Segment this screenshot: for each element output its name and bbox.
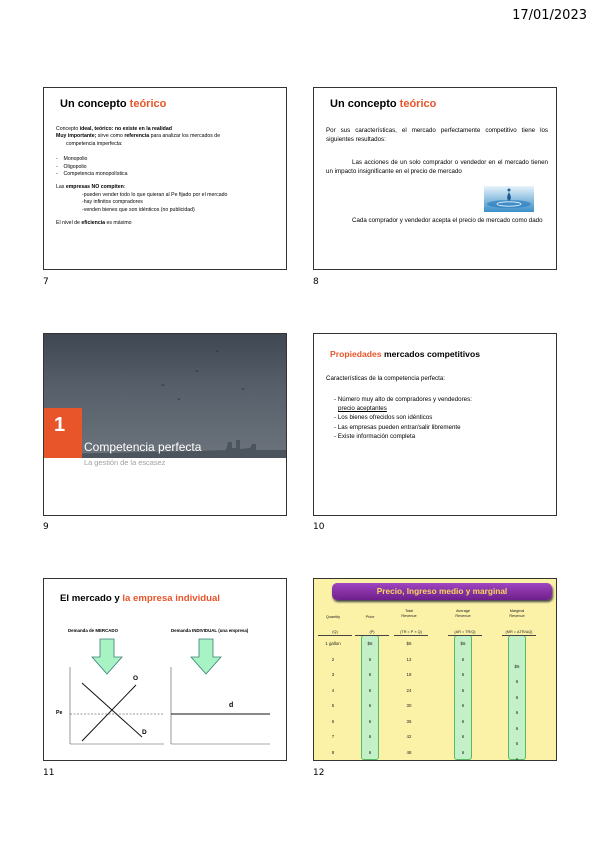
table-cell: 6 — [515, 725, 519, 731]
table-cell: 6 — [368, 734, 372, 739]
list-item: - Competencia monopolística — [56, 171, 128, 178]
list-item: -hay infinitos compradores — [82, 199, 143, 206]
table-cell: 6 — [515, 710, 519, 715]
table-cell: 42 — [406, 734, 412, 739]
slide-8-title: Un concepto teórico — [330, 98, 437, 110]
table-cell: 4 — [331, 687, 335, 693]
table-cell: 6 — [515, 756, 519, 761]
table-subheader: (MR = ΔTR/ΔQ) — [502, 630, 536, 636]
table-cell: 6 — [368, 718, 372, 724]
table-header: Price — [365, 615, 375, 619]
table-cell: 3 — [331, 672, 335, 677]
market-demand-label: Demanda de MERCADO — [68, 628, 119, 633]
price-column-highlight — [361, 635, 379, 760]
slide-number: 11 — [43, 768, 55, 778]
list-item: precio aceptantes — [338, 405, 387, 413]
individual-demand-curve-label: d — [229, 702, 234, 709]
table-cell: 6 — [331, 718, 335, 724]
table-cell: 6 — [368, 656, 372, 662]
list-item: - Oligopolio — [56, 163, 87, 170]
table-header: Marginal Revenue — [509, 609, 525, 618]
slide-8-para-2: Cada comprador y vendedor acepta el precio de mercado como dado — [352, 217, 543, 224]
table-cell: 6 — [461, 718, 465, 724]
table-cell: 6 — [368, 672, 372, 677]
table-cell: 36 — [406, 718, 412, 724]
bird-icon: ⌄ — [160, 381, 166, 388]
slide-number: 8 — [313, 277, 319, 287]
table-header: Total Revenue — [401, 609, 417, 618]
slide-number: 10 — [313, 522, 325, 532]
section-number: 1 — [54, 414, 66, 436]
slide-7-title-accent: teórico — [129, 98, 167, 110]
slide-10-intro: Características de la competencia perfecta: — [326, 375, 445, 382]
page-date: 17/01/2023 — [512, 8, 587, 23]
slide-7 — [43, 87, 287, 270]
average-revenue-column-highlight — [454, 635, 472, 760]
bird-icon: ⌄ — [194, 367, 200, 374]
table-subheader: (AR = TR/Q) — [448, 630, 482, 636]
table-cell: 30 — [406, 703, 412, 708]
slide-9 — [43, 333, 287, 516]
slide-12-title: Precio, Ingreso medio y marginal — [332, 583, 552, 600]
table-cell: 6 — [461, 703, 465, 708]
table-subheader: (Q) — [318, 630, 352, 636]
table-cell: 8 — [331, 749, 335, 755]
slide-10-title: Propiedades mercados competitivos — [330, 349, 480, 359]
slide-10-list — [334, 395, 544, 441]
slide-12 — [313, 578, 557, 761]
list-item: - Número muy alto de compradores y vendedores: — [334, 396, 472, 403]
table-cell: 48 — [406, 749, 412, 755]
table-cell: 6 — [461, 656, 465, 662]
table-cell: $6 — [367, 641, 373, 646]
slide-11-title: El mercado y la empresa individual — [60, 593, 220, 604]
slide-7-title: Un concepto teórico — [60, 98, 167, 110]
table-cell: 6 — [515, 694, 519, 700]
table-cell: 6 — [368, 703, 372, 708]
section-title: Competencia perfecta — [84, 440, 202, 454]
table-cell: 24 — [406, 687, 412, 693]
table-subheader: (P) — [355, 630, 389, 636]
table-cell: 6 — [461, 734, 465, 739]
table-cell: 12 — [406, 656, 412, 662]
demand-curve-label: D — [142, 729, 147, 736]
bird-icon: ⌄ — [214, 347, 220, 354]
table-subheader: (TR = P × Q) — [394, 630, 428, 636]
slide-number: 7 — [43, 277, 49, 287]
arrow-down-icon — [92, 639, 122, 674]
table-cell: 6 — [368, 749, 372, 755]
slide-number: 9 — [43, 522, 49, 532]
table-cell: 2 — [331, 656, 335, 662]
list-item: -venden bienes que son idénticos (no publicidad) — [82, 206, 195, 213]
table-cell: 5 — [331, 703, 335, 708]
slide-8-para-1: Las acciones de un solo comprador o vendedor en el mercado tienen un impacto insignificante en el precio de mercado — [326, 159, 548, 176]
slide-7-body: Concepto ideal, teórico: no existe en la realidad Muy importante; sirve como referencia para analizar los mercados de competencia imperfecta: - Monopolio - Oligopolio - Competencia monopolística Las empresas NO compiten: -pueden vender todo lo que quieran al Pe fijado por el mercado -hay infinitos compradores -venden bienes que son idénticos (no publicidad) El nivel de eficiencia es máximo — [56, 126, 282, 227]
table-cell: 18 — [406, 672, 412, 677]
arrow-down-icon — [191, 639, 221, 674]
slide-11 — [43, 578, 287, 761]
table-cell: 6 — [515, 741, 519, 746]
list-item: - Monopolio — [56, 156, 88, 163]
table-cell: $6 — [514, 663, 520, 669]
slide-number: 12 — [313, 768, 325, 778]
table-cell: 1 gallon — [325, 641, 341, 646]
table-cell: $6 — [406, 641, 412, 646]
table-cell: 6 — [368, 687, 372, 693]
individual-demand-label: Demanda INDIVIDUAL (una empresa) — [171, 628, 249, 633]
section-subtitle: La gestión de la escasez — [84, 458, 166, 467]
market-graph — [44, 637, 287, 761]
slide-8 — [313, 87, 557, 270]
table-cell: 6 — [461, 749, 465, 755]
table-cell: 7 — [331, 734, 335, 739]
table-cell: 6 — [461, 672, 465, 677]
table-header: Quantity — [325, 615, 341, 619]
table-cell: 6 — [461, 687, 465, 693]
water-drop-image — [484, 186, 534, 212]
slide-10 — [313, 333, 557, 516]
list-item: - Existe información completa — [334, 432, 416, 440]
bird-icon: ⌄ — [240, 385, 246, 392]
table-header: Average Revenue — [455, 609, 471, 618]
list-item: - Los bienes ofrecidos son idénticos — [334, 414, 433, 422]
supply-curve-label: O — [133, 675, 139, 682]
list-item: - Las empresas pueden entrar/salir libremente — [334, 423, 461, 431]
list-item: -pueden vender todo lo que quieran al Pe fijado por el mercado — [82, 191, 228, 198]
table-cell: $6 — [460, 641, 466, 646]
slide-8-intro: Por sus características, el mercado perfectamente competitivo tiene los siguientes resultados: — [326, 127, 548, 144]
bird-icon: ⌄ — [176, 395, 182, 402]
price-label: Pe — [56, 710, 63, 716]
table-cell: 6 — [515, 679, 519, 684]
